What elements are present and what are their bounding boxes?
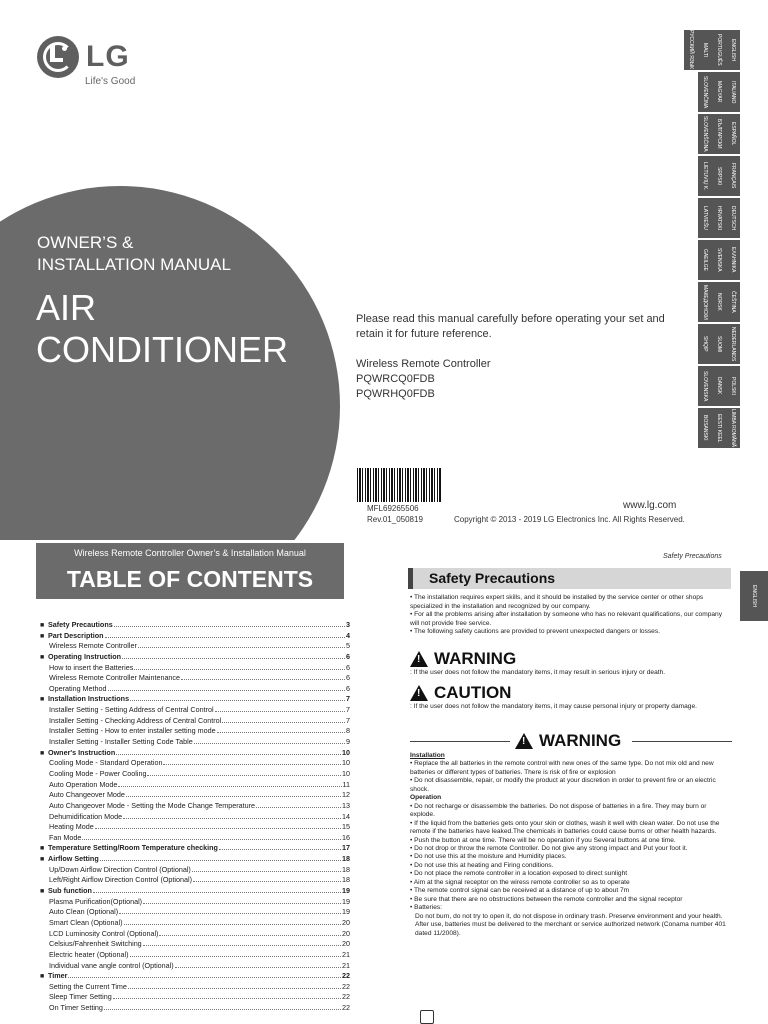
language-column-3 xyxy=(698,30,712,450)
toc-page-number: 18 xyxy=(342,854,350,864)
toc-leader xyxy=(219,844,341,850)
toc-entry[interactable] xyxy=(40,812,350,823)
operation-item: After use, batteries must be delivered to the merchant or service authorized network (Conama number 401 dated 11/2008). xyxy=(415,921,726,937)
intro-item: • For all the problems arising after installation by someone who has no relevant qualifications, our company will not provide free service. xyxy=(410,611,723,627)
toc-entry[interactable] xyxy=(40,705,350,716)
cover-subtitle-line1: OWNER’S & xyxy=(37,233,134,252)
divider-left xyxy=(410,741,510,742)
warning-note: : If the user does not follow the mandatory items, it may result in serious injury or death. xyxy=(410,669,666,676)
toc-entry[interactable] xyxy=(40,652,350,663)
toc-page-number: 10 xyxy=(342,768,350,778)
toc-page-number: 20 xyxy=(342,917,350,927)
language-tab[interactable]: SVENSKA xyxy=(712,240,726,280)
language-column-2 xyxy=(712,30,726,450)
language-tab[interactable]: GAEILGE xyxy=(698,240,712,280)
toc-entry[interactable] xyxy=(40,939,350,950)
language-tab[interactable]: SLOVENSKA xyxy=(698,366,712,406)
toc-page-number: 22 xyxy=(342,981,350,991)
toc-bullet-icon: ■ xyxy=(40,696,45,704)
operation-item: • Do not use this at heating and Firing conditions. xyxy=(410,861,554,869)
toc-bullet-icon: ■ xyxy=(40,622,45,629)
language-tab[interactable]: SLOVENČINA xyxy=(698,72,712,112)
toc-entry-text: Plasma Purification(Optional) xyxy=(49,896,143,906)
toc-leader xyxy=(215,706,345,712)
toc-page-number: 11 xyxy=(342,779,350,789)
toc-entry[interactable] xyxy=(40,886,350,897)
toc-leader xyxy=(217,727,345,733)
caution-triangle-icon xyxy=(410,685,428,701)
language-tab[interactable]: BOSANSKI xyxy=(698,408,712,448)
toc-entry-text: LCD Luminosity Control (Optional) xyxy=(49,928,159,938)
copyright: Copyright © 2013 - 2019 LG Electronics Inc. All Rights Reserved. xyxy=(454,515,685,524)
toc-page-number: 19 xyxy=(342,907,350,917)
toc-entry[interactable] xyxy=(40,726,350,737)
toc-page-number: 12 xyxy=(342,790,350,800)
toc-leader xyxy=(256,802,341,808)
language-column-4 xyxy=(684,30,698,72)
logo-text: LG xyxy=(86,40,130,73)
toc-page-number: 7 xyxy=(346,694,350,704)
toc-entry[interactable] xyxy=(40,737,350,748)
toc-entry-text: Timer xyxy=(48,971,68,981)
toc-entry[interactable] xyxy=(40,875,350,886)
toc-page-number: 16 xyxy=(342,832,350,842)
toc-leader xyxy=(100,855,341,861)
tagline: Life's Good xyxy=(85,76,136,87)
lg-face-icon xyxy=(37,36,79,78)
toc-entry[interactable] xyxy=(40,918,350,929)
language-tab[interactable]: ESPAÑOL xyxy=(726,114,740,154)
toc-entry[interactable] xyxy=(40,663,350,674)
toc-page-number: 13 xyxy=(342,800,350,810)
side-language-tab[interactable]: ENGLISH xyxy=(740,571,768,621)
toc-entry[interactable] xyxy=(40,982,350,993)
toc-page-number: 9 xyxy=(346,737,350,747)
toc-entry[interactable] xyxy=(40,641,350,652)
toc-leader xyxy=(194,738,345,744)
toc-entry-text: Electric heater (Optional) xyxy=(49,949,129,959)
toc-entry[interactable] xyxy=(40,673,350,684)
model-block xyxy=(356,357,656,402)
operation-item: • Push the button at one time. There will be no operation if you Several buttons at one time. xyxy=(410,836,676,844)
language-tab[interactable]: ČEŠTINA xyxy=(726,282,740,322)
toc-entry-text: Setting the Current Time xyxy=(49,981,127,991)
language-tab[interactable]: PORTUGUÊS xyxy=(712,30,726,70)
language-tab[interactable]: DEUTSCH xyxy=(726,198,740,238)
toc-entry-text: Cooling Mode - Standard Operation xyxy=(49,758,163,768)
toc-entry[interactable] xyxy=(40,822,350,833)
toc-page-number: 17 xyxy=(342,843,350,853)
lg-logo xyxy=(37,36,130,78)
toc-bullet-icon: ■ xyxy=(40,973,45,981)
toc-entry-text: Wireless Remote Controller xyxy=(49,641,137,651)
warning-center-triangle-icon xyxy=(515,733,533,749)
toc-leader xyxy=(130,951,342,957)
toc-leader xyxy=(122,653,345,659)
toc-leader xyxy=(143,898,341,904)
toc-entry-text: Sub function xyxy=(48,886,92,896)
caution-label xyxy=(410,683,511,703)
model-number-1: PQWRCQ0FDB xyxy=(356,373,435,385)
toc-leader xyxy=(116,749,341,755)
toc-entry[interactable] xyxy=(40,758,350,769)
language-tab[interactable]: ENGLISH xyxy=(726,30,740,70)
barcode-number: MFL69265506 xyxy=(367,504,419,513)
toc-leader xyxy=(159,930,341,936)
toc-entry[interactable] xyxy=(40,854,350,865)
toc-page-number: 20 xyxy=(342,928,350,938)
language-tab[interactable]: MAGYAR xyxy=(712,72,726,112)
toc-page-number: 20 xyxy=(342,939,350,949)
toc-entry[interactable] xyxy=(40,833,350,844)
toc-leader xyxy=(105,632,345,638)
toc-page-number: 7 xyxy=(346,705,350,715)
toc-entry[interactable] xyxy=(40,961,350,972)
intro-item: • The installation requires expert skills, and it should be installed by the service center or other shops specialized in the installation and recognized by our company. xyxy=(410,594,704,610)
toc-leader xyxy=(147,770,341,776)
safety-body xyxy=(410,752,732,938)
toc-entry-text: Installer Setting - Checking Address of Central Control xyxy=(49,715,222,725)
language-tab[interactable]: БЪЛГАРСКИ xyxy=(712,114,726,154)
operation-item: Do not burn, do not try to open it, do not dispose in ordinary trash. Preserve environment and your health. xyxy=(415,912,723,920)
operation-item: • Do not place the remote controller in a location exposed to direct sunlight xyxy=(410,870,628,878)
toc-entry[interactable] xyxy=(40,843,350,854)
read-note: Please read this manual carefully before operating your set and retain it for future reference. xyxy=(356,313,665,340)
toc-entry[interactable] xyxy=(40,897,350,908)
barcode xyxy=(357,468,442,502)
toc-entry-text: Wireless Remote Controller Maintenance xyxy=(49,673,181,683)
toc-leader xyxy=(134,664,345,670)
warning-center-label xyxy=(515,731,621,751)
toc-bullet-icon: ■ xyxy=(40,888,45,896)
language-tab[interactable]: МАКЕДОНСКИ xyxy=(698,282,712,322)
toc-entry-text: Operating Method xyxy=(49,683,107,693)
language-tab[interactable]: LIETUVIŲ K. xyxy=(698,156,712,196)
toc-leader xyxy=(222,717,345,723)
toc-page-number: 10 xyxy=(342,758,350,768)
toc-entry-text: Sleep Timer Setting xyxy=(49,992,112,1002)
toc-entry[interactable] xyxy=(40,950,350,961)
toc-entry-text: Smart Clean (Optional) xyxy=(49,917,123,927)
toc-page-number: 15 xyxy=(342,822,350,832)
toc-page-number: 6 xyxy=(346,651,350,661)
toc-page-number: 6 xyxy=(346,673,350,683)
language-tab[interactable]: РУССКИЙ ЯЗЫК xyxy=(684,30,698,70)
toc-leader xyxy=(95,823,341,829)
toc-entry[interactable] xyxy=(40,790,350,801)
safety-heading: Safety Precautions xyxy=(429,570,556,586)
toc-leader xyxy=(93,887,341,893)
toc-entry[interactable] xyxy=(40,1003,350,1014)
language-tab[interactable]: LATVIEŠU xyxy=(698,198,712,238)
toc-entry-text: Up/Down Airflow Direction Control (Optional) xyxy=(49,864,191,874)
toc-entry-text: Part Description xyxy=(48,630,104,640)
toc-entry-text: Fan Mode xyxy=(49,832,82,842)
toc-leader xyxy=(181,674,345,680)
toc-leader xyxy=(104,1004,341,1010)
installation-item: • Do not disassemble, repair, or modify the product at your discretion in order to prevent fire or an electric shock. xyxy=(410,777,716,793)
operation-item: • Aim at the signal receptor on the wiress remote controller so as to operate xyxy=(410,878,630,886)
toc-page-number: 22 xyxy=(342,971,350,981)
toc-bullet-icon: ■ xyxy=(40,845,45,853)
toc-leader xyxy=(114,621,345,627)
language-tab[interactable]: DANSK xyxy=(712,366,726,406)
running-head: Safety Precautions xyxy=(663,553,722,560)
divider-right xyxy=(632,741,732,742)
toc-bullet-icon: ■ xyxy=(40,856,45,864)
toc-entry[interactable] xyxy=(40,780,350,791)
operation-item: • Do not recharge or disassemble the batteries. Do not dispose of batteries in a fire. They may burn or explode. xyxy=(410,802,707,819)
toc-page-number: 6 xyxy=(346,683,350,693)
toc-page-number: 22 xyxy=(342,992,350,1002)
toc-bullet-icon: ■ xyxy=(40,632,45,640)
installation-item: • Replace the all batteries in the remote control with new ones of the same type. Do not mix old and new batteries or different types of batteries. There is risk of fire or explosion xyxy=(410,760,714,776)
toc-super: Wireless Remote Controller Owner’s & Installation Manual xyxy=(74,548,306,558)
toc-entry[interactable] xyxy=(40,620,350,631)
toc-entry-text: Individual vane angle control (Optional) xyxy=(49,960,174,970)
toc-entry[interactable] xyxy=(40,971,350,982)
toc-page-number: 8 xyxy=(346,726,350,736)
toc-leader xyxy=(118,781,341,787)
operation-item: • Be sure that there are no obstructions between the remote controller and the signal receptor xyxy=(410,895,683,903)
language-tab[interactable]: ITALIANO xyxy=(726,72,740,112)
toc-page-number: 18 xyxy=(342,864,350,874)
caution-text: CAUTION xyxy=(434,683,512,702)
warning-center-text: WARNING xyxy=(539,731,622,750)
language-tab[interactable]: FRANÇAIS xyxy=(726,156,740,196)
toc-entry-text: On Timer Setting xyxy=(49,1003,103,1013)
toc-entry-text: Operating Instruction xyxy=(48,651,122,661)
operation-item: • Do not use this at the moisture and Humidity places. xyxy=(410,853,567,861)
toc-page-number: 5 xyxy=(346,641,350,651)
toc-leader xyxy=(138,642,345,648)
toc-entry-text: Dehumidification Mode xyxy=(49,811,123,821)
toc-entry[interactable] xyxy=(40,865,350,876)
language-column-1 xyxy=(726,30,740,450)
toc-entry-text: Installation Instructions xyxy=(48,694,130,704)
toc-page-number: 10 xyxy=(342,747,350,757)
language-tab[interactable]: NORSK xyxy=(712,282,726,322)
operation-item: • Do not drop or throw the remote Controller. Do not give any strong impact and Put your foot it. xyxy=(410,844,688,852)
toc-page-number: 22 xyxy=(342,1003,350,1013)
language-tab[interactable]: NEDERLANDS xyxy=(726,324,740,364)
toc-leader xyxy=(175,962,341,968)
toc-bullet-icon: ■ xyxy=(40,749,45,757)
toc-leader xyxy=(128,983,341,989)
toc-entry[interactable] xyxy=(40,631,350,642)
toc-page-number: 3 xyxy=(346,620,350,629)
toc-entry-text: Installer Setting - Setting Address of Central Control xyxy=(49,705,214,715)
toc-leader xyxy=(192,866,341,872)
language-tab[interactable]: LIMBA ROMÂNĂ xyxy=(726,408,740,448)
toc-entry-text: Celsius/Fahrenheit Switching xyxy=(49,939,142,949)
safety-intro xyxy=(410,594,732,637)
toc-entry[interactable] xyxy=(40,992,350,1003)
toc-page-number: 4 xyxy=(346,630,350,640)
product-name: Wireless Remote Controller xyxy=(356,358,491,370)
toc-page-number: 6 xyxy=(346,662,350,672)
toc-entry-text: Temperature Setting/Room Temperature checking xyxy=(48,843,218,853)
toc-entry-text: How to insert the Batteries xyxy=(49,662,134,672)
toc-entry[interactable] xyxy=(40,929,350,940)
toc-leader xyxy=(108,685,345,691)
toc-entry[interactable] xyxy=(40,769,350,780)
caution-note: : If the user does not follow the mandatory items, it may cause personal injury or property damage. xyxy=(410,703,697,710)
installation-heading: Installation xyxy=(410,752,445,759)
operation-heading: Operation xyxy=(410,794,442,802)
language-tab[interactable]: SUOMI xyxy=(712,324,726,364)
toc-entry-text: Airflow Setting xyxy=(48,854,99,864)
toc-entry[interactable] xyxy=(40,907,350,918)
cover-title-line2: CONDITIONER xyxy=(36,329,288,370)
cover-subtitle-line2: INSTALLATION MANUAL xyxy=(37,255,231,274)
warning-label xyxy=(410,649,516,669)
toc-page-number: 18 xyxy=(342,875,350,885)
toc-leader xyxy=(130,695,345,701)
toc-leader xyxy=(119,908,341,914)
cover-subtitle xyxy=(37,232,317,276)
revision: Rev.01_050819 xyxy=(367,515,423,524)
toc-leader xyxy=(124,919,342,925)
toc-page-number: 21 xyxy=(342,960,350,970)
toc-leader xyxy=(68,972,341,978)
toc-entry-text: Installer Setting - Installer Setting Code Table xyxy=(49,737,193,747)
toc-list xyxy=(40,620,350,1014)
toc-title: TABLE OF CONTENTS xyxy=(66,566,314,592)
toc-page-number: 19 xyxy=(342,896,350,906)
toc-entry[interactable] xyxy=(40,801,350,812)
toc-entry-text: Auto Changeover Mode xyxy=(49,790,125,800)
warning-triangle-icon xyxy=(410,651,428,667)
toc-leader xyxy=(113,993,341,999)
toc-entry-text: Left/Right Airflow Direction Control (Optional) xyxy=(49,875,193,885)
language-tab[interactable]: HRVATSKI xyxy=(712,198,726,238)
language-tab[interactable]: EESTI KEEL xyxy=(712,408,726,448)
toc-leader xyxy=(126,791,341,797)
toc-entry-text: Safety Precautions xyxy=(48,620,113,629)
toc-entry[interactable] xyxy=(40,716,350,727)
language-tab[interactable]: ΕΛΛΗΝΙΚΑ xyxy=(726,240,740,280)
cover-title-line1: AIR xyxy=(36,287,97,328)
toc-page-number: 19 xyxy=(342,886,350,896)
language-tab[interactable]: SHQIP xyxy=(698,324,712,364)
recycle-bin-icon xyxy=(420,1010,434,1024)
warning-text: WARNING xyxy=(434,649,517,668)
language-tab[interactable]: SLOVENŠČINA xyxy=(698,114,712,154)
website-link[interactable]: www.lg.com xyxy=(623,500,677,511)
toc-page-number: 14 xyxy=(342,811,350,821)
toc-bullet-icon: ■ xyxy=(40,653,45,661)
operation-item: • If the liquid from the batteries gets onto your skin or clothes, wash it well with clean water. Do not use the remote if the batteries have leaked.The chemicals in batteries could cause burns or other health hazards. xyxy=(410,819,720,836)
toc-entry-text: Owner's Instruction xyxy=(48,747,116,757)
toc-leader xyxy=(163,759,341,765)
operation-item: • Batteries: xyxy=(410,904,442,912)
toc-entry[interactable] xyxy=(40,694,350,705)
toc-page-number: 7 xyxy=(346,715,350,725)
cover-title xyxy=(36,287,336,371)
language-tab[interactable]: SRPSKI xyxy=(712,156,726,196)
toc-leader xyxy=(143,940,341,946)
toc-entry-text: Auto Operation Mode xyxy=(49,779,118,789)
operation-item: • The remote control signal can be received at a distance of up to about 7m xyxy=(410,887,630,895)
language-tab[interactable]: POLSKI xyxy=(726,366,740,406)
toc-leader xyxy=(193,876,341,882)
toc-page-number: 21 xyxy=(342,949,350,959)
toc-entry-text: Heating Mode xyxy=(49,822,94,832)
toc-entry-text: Cooling Mode - Power Cooling xyxy=(49,768,147,778)
intro-item: • The following safety cautions are provided to prevent unexpected dangers or losses. xyxy=(410,628,660,636)
toc-leader xyxy=(123,813,341,819)
toc-entry-text: Auto Changeover Mode - Setting the Mode Change Temperature xyxy=(49,800,256,810)
toc-entry-text: Auto Clean (Optional) xyxy=(49,907,119,917)
model-number-2: PQWRHQ0FDB xyxy=(356,388,435,400)
toc-entry-text: Installer Setting - How to enter installer setting mode xyxy=(49,726,216,736)
toc-entry[interactable] xyxy=(40,748,350,759)
toc-entry[interactable] xyxy=(40,684,350,695)
language-tab[interactable]: MALTI xyxy=(698,30,712,70)
toc-leader xyxy=(82,834,341,840)
